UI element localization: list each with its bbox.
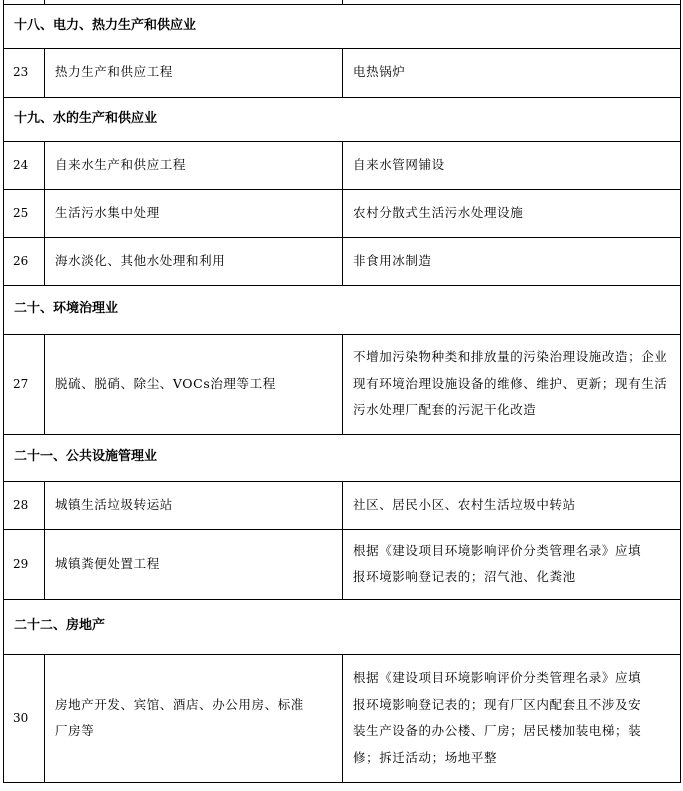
text-line: 城镇粪便处置工程 [55,555,160,571]
section-header-row [4,97,681,141]
text-line: 报环境影响登记表的；现有厂区内配套且不涉及安 [353,696,642,712]
row-number: 29 [4,529,45,599]
exempt-scope [343,334,681,434]
text-line: 电热锅炉 [353,64,406,80]
text-line: 非食用冰制造 [353,252,432,268]
text-line: 报环境影响登记表的；沼气池、化粪池 [353,569,576,584]
section-title: 二十、环境治理业 [4,285,681,334]
text-line: 自来水管网铺设 [353,156,445,172]
table-row [4,141,681,189]
section-header-row [4,4,681,48]
project-category [45,48,343,97]
text-line: 根据《建设项目环境影响评价分类管理名录》应填 [353,542,642,558]
table-row [4,237,681,285]
row-number: 25 [4,189,45,237]
text-line: 根据《建设项目环境影响评价分类管理名录》应填 [353,670,642,685]
row-number: 27 [4,334,45,434]
text-line: 农村分散式生活污水处理设施 [353,204,524,220]
text-line: 污水处理厂配套的污泥干化改造 [353,402,537,418]
exempt-scope [343,654,681,782]
row-number: 24 [4,141,45,189]
project-category [45,189,343,237]
project-category [45,237,343,285]
section-header-row [4,434,681,481]
table-body [4,0,681,782]
category-table [3,0,681,783]
text-line: 现有环境治理设施设备的维修、维护、更新；现有生活 [353,375,668,391]
section-header-row [4,599,681,654]
exempt-scope [343,189,681,237]
table-row [4,48,681,97]
text-line: 热力生产和供应工程 [55,64,173,80]
text-line: 不增加污染物种类和排放量的污染治理设施改造；企业 [353,349,668,365]
project-category [45,529,343,599]
section-header-row [4,285,681,334]
text-line: 脱硫、脱硝、除尘、VOCs治理等工程 [55,375,276,391]
row-number: 28 [4,481,45,529]
section-title: 十九、水的生产和供应业 [4,97,681,141]
text-line: 厂房等 [55,723,95,738]
table-row [4,189,681,237]
table-row [4,654,681,782]
table-row [4,529,681,599]
text-line: 自来水生产和供应工程 [55,156,187,172]
project-category [45,654,343,782]
text-line: 装生产设备的办公楼、厂房；居民楼加装电梯；装 [353,723,642,738]
section-title: 二十二、房地产 [4,599,681,654]
section-title: 十八、电力、热力生产和供应业 [4,4,681,48]
project-category [45,141,343,189]
text-line: 房地产开发、宾馆、酒店、办公用房、标准 [55,696,304,712]
exempt-scope [343,237,681,285]
exempt-scope [343,529,681,599]
table-row [4,481,681,529]
text-line: 城镇生活垃圾转运站 [55,496,173,512]
project-category [45,334,343,434]
text-line: 修；拆迁活动；场地平整 [353,749,498,765]
exempt-scope [343,481,681,529]
row-number: 30 [4,654,45,782]
text-line: 生活污水集中处理 [55,204,160,220]
text-line: 海水淡化、其他水处理和利用 [55,252,226,268]
row-number: 23 [4,48,45,97]
exempt-scope [343,141,681,189]
section-title: 二十一、公共设施管理业 [4,434,681,481]
table-row [4,334,681,434]
exempt-scope [343,48,681,97]
text-line: 社区、居民小区、农村生活垃圾中转站 [353,496,576,512]
row-number: 26 [4,237,45,285]
project-category [45,481,343,529]
